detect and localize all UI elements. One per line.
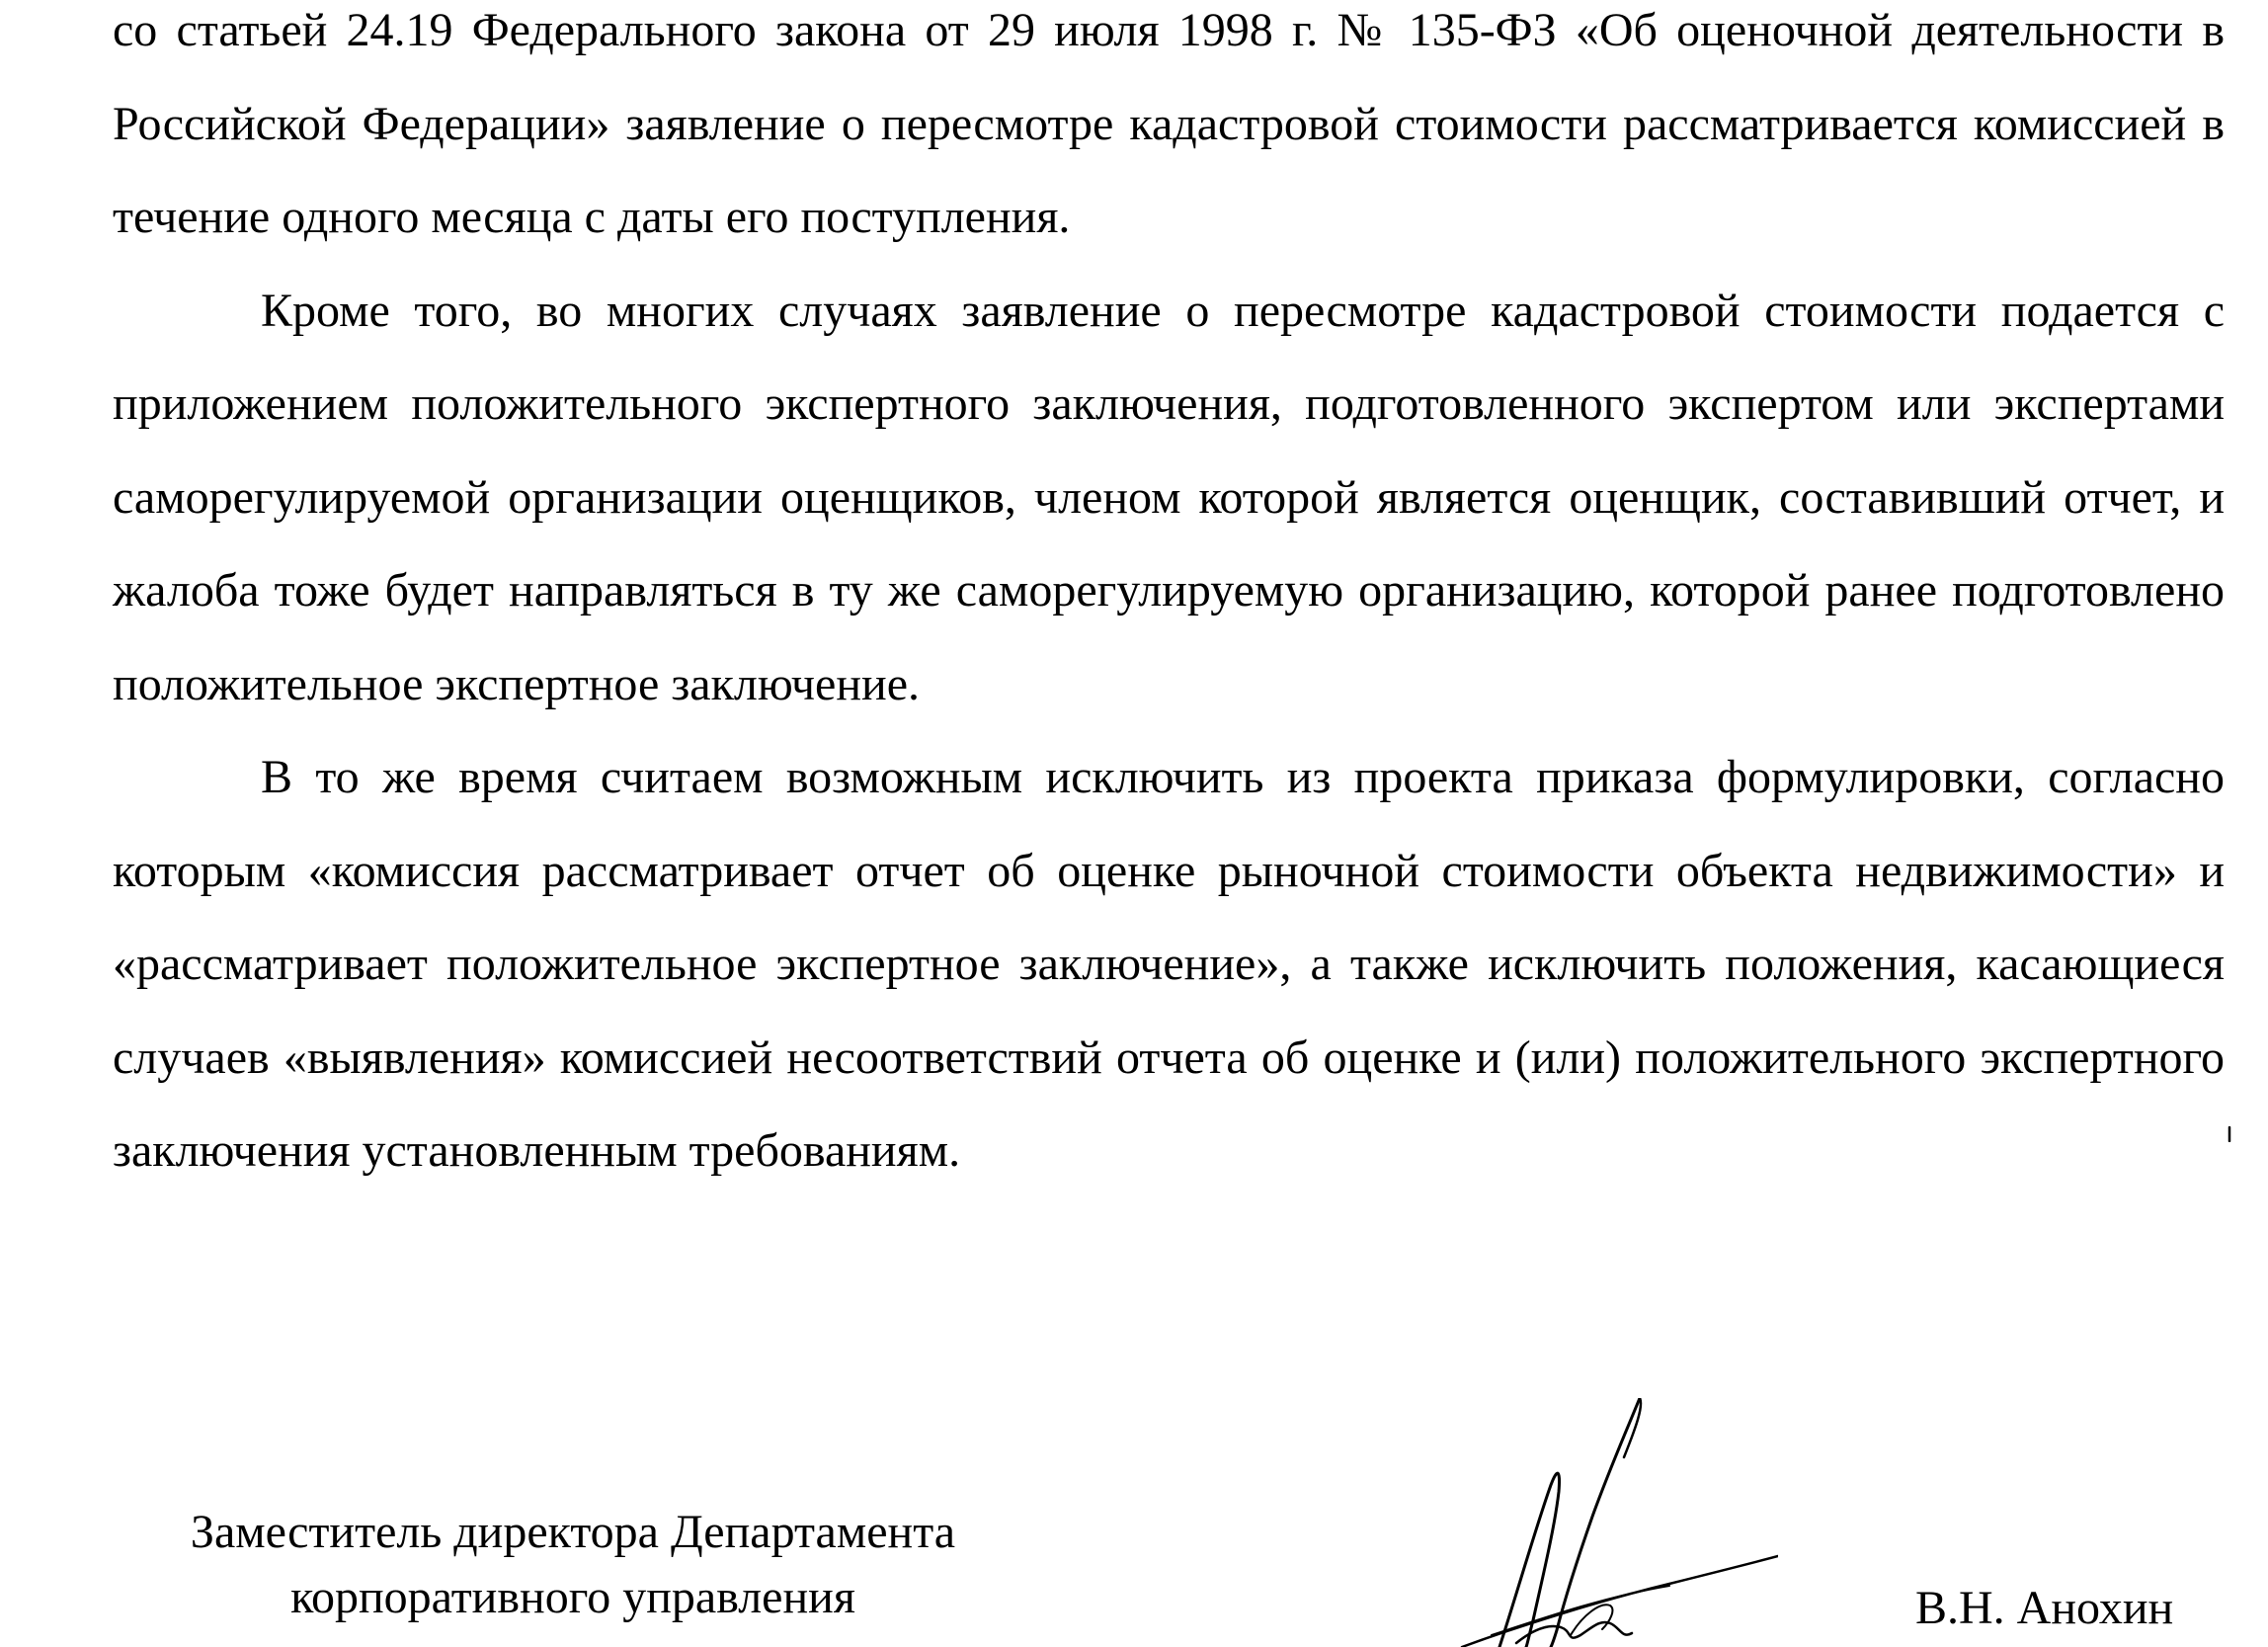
signer-title <box>128 1500 1017 1630</box>
paragraph-3: В то же время считаем возможным исключить из проекта приказа формулировки, согласно которым «комиссия рассматривает отчет об оценке рыночной стоимости объекта недвижимости» и «рассматривает положительное экспертное заключение», а также исключить положения, касающиеся случаев «выявления» комиссией несоответствий отчета об оценке и (или) положительного экспертного заключения установленным требованиям. <box>113 751 2225 1177</box>
paragraph-2: Кроме того, во многих случаях заявление о пересмотре кадастровой стоимости подается с приложением положительного экспертного заключения, подготовленного экспертом или экспертами саморегулируемой организации оценщиков, членом которой является оценщик, составивший отчет, и жалоба тоже будет направляться в ту же саморегулируемую организацию, которой ранее подготовлено положительное экспертное заключение. <box>113 284 2225 710</box>
signer-title-line-1: Заместитель директора Департамента <box>190 1506 956 1558</box>
paragraph-1: со статьей 24.19 Федерального закона от 29 июля 1998 г. № 135-ФЗ «Об оценочной деятельности в Российской Федерации» заявление о пересмотре кадастровой стоимости рассматривается комиссией в течение одного месяца с даты его поступления. <box>113 4 2225 243</box>
signer-title-line-2: корпоративного управления <box>290 1571 855 1623</box>
signer-name: В.Н. Анохин <box>1915 1582 2174 1634</box>
handwritten-signature <box>1314 1398 1778 1647</box>
